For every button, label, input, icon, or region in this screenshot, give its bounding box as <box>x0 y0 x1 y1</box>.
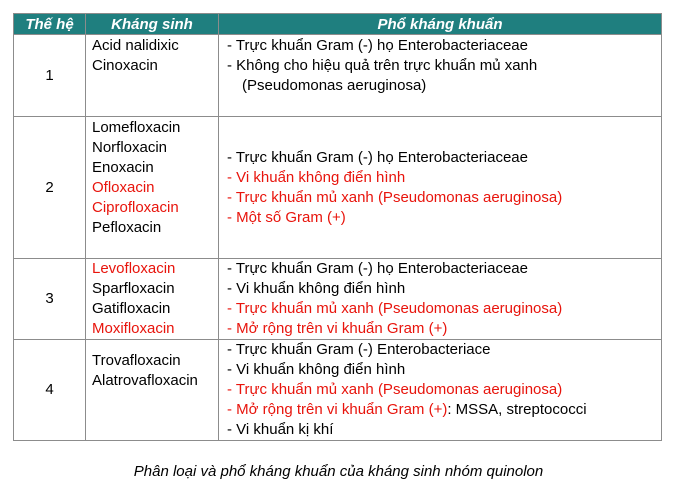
table-row <box>14 340 662 441</box>
antibiotic-cell <box>86 340 219 441</box>
spectrum-item: - Trực khuẩn Gram (-) họ Enterobacteriaceae <box>227 37 528 54</box>
spectrum-item-main: - Mở rộng trên vi khuẩn Gram (+) <box>227 401 448 418</box>
antibiotic-name: Enoxacin <box>92 159 154 176</box>
generation-cell: 1 <box>14 35 86 117</box>
spectrum-cell <box>219 117 662 259</box>
quinolone-table <box>13 13 662 441</box>
generation-cell: 3 <box>14 259 86 340</box>
spectrum-item: - Trực khuẩn Gram (-) họ Enterobacteriaceae <box>227 260 528 277</box>
antibiotic-name: Norfloxacin <box>92 139 168 156</box>
spectrum-item: - Trực khuẩn Gram (-) họ Enterobacteriaceae <box>227 149 528 166</box>
antibiotic-name: Ciprofloxacin <box>92 199 179 216</box>
spectrum-item: - Vi khuẩn không điển hình <box>227 361 406 378</box>
spectrum-item: - Vi khuẩn không điển hình <box>227 280 406 297</box>
table-row <box>14 117 662 259</box>
generation-cell: 2 <box>14 117 86 259</box>
antibiotic-name: Gatifloxacin <box>92 300 171 317</box>
antibiotic-name: Alatrovafloxacin <box>92 372 198 389</box>
table-row <box>14 35 662 117</box>
antibiotic-name: Pefloxacin <box>92 219 162 236</box>
antibiotic-name: Levofloxacin <box>92 260 176 277</box>
header-antibiotic: Kháng sinh <box>86 14 219 35</box>
spectrum-item: - Trực khuẩn Gram (-) Enterobacteriace <box>227 341 491 358</box>
antibiotic-name: Moxifloxacin <box>92 320 175 337</box>
header-spectrum: Phổ kháng khuẩn <box>219 14 662 35</box>
spectrum-item: - Mở rộng trên vi khuẩn Gram (+) <box>227 320 448 337</box>
spectrum-item <box>227 400 661 420</box>
antibiotic-cell <box>86 35 219 117</box>
antibiotic-name: Ofloxacin <box>92 179 155 196</box>
spectrum-item: - Trực khuẩn mủ xanh (Pseudomonas aeruginosa) <box>227 381 563 398</box>
antibiotic-cell <box>86 117 219 259</box>
antibiotic-name: Cinoxacin <box>92 57 158 74</box>
table-row <box>14 259 662 340</box>
spectrum-item: - Trực khuẩn mủ xanh (Pseudomonas aeruginosa) <box>227 300 563 317</box>
spectrum-item: - Trực khuẩn mủ xanh (Pseudomonas aeruginosa) <box>227 189 563 206</box>
spectrum-cell <box>219 259 662 340</box>
spectrum-item: (Pseudomonas aeruginosa) <box>242 77 427 94</box>
header-generation: Thế hệ <box>14 14 86 35</box>
spectrum-item: - Vi khuẩn không điển hình <box>227 169 406 186</box>
spectrum-item-suffix: : MSSA, streptococci <box>447 401 587 418</box>
antibiotic-cell <box>86 259 219 340</box>
table-caption: Phân loại và phổ kháng khuẩn của kháng sinh nhóm quinolon <box>133 463 544 480</box>
spectrum-item: - Vi khuẩn kị khí <box>227 421 334 438</box>
antibiotic-name: Acid nalidixic <box>92 37 179 54</box>
table-header-row <box>14 14 662 35</box>
antibiotic-name: Trovafloxacin <box>92 352 181 369</box>
generation-cell: 4 <box>14 340 86 441</box>
spectrum-cell <box>219 340 662 441</box>
spectrum-item: - Một số Gram (+) <box>227 209 346 226</box>
antibiotic-name: Lomefloxacin <box>92 119 181 136</box>
spectrum-item: - Không cho hiệu quả trên trực khuẩn mủ xanh <box>227 57 538 74</box>
antibiotic-name: Sparfloxacin <box>92 280 175 297</box>
spectrum-cell <box>219 35 662 117</box>
